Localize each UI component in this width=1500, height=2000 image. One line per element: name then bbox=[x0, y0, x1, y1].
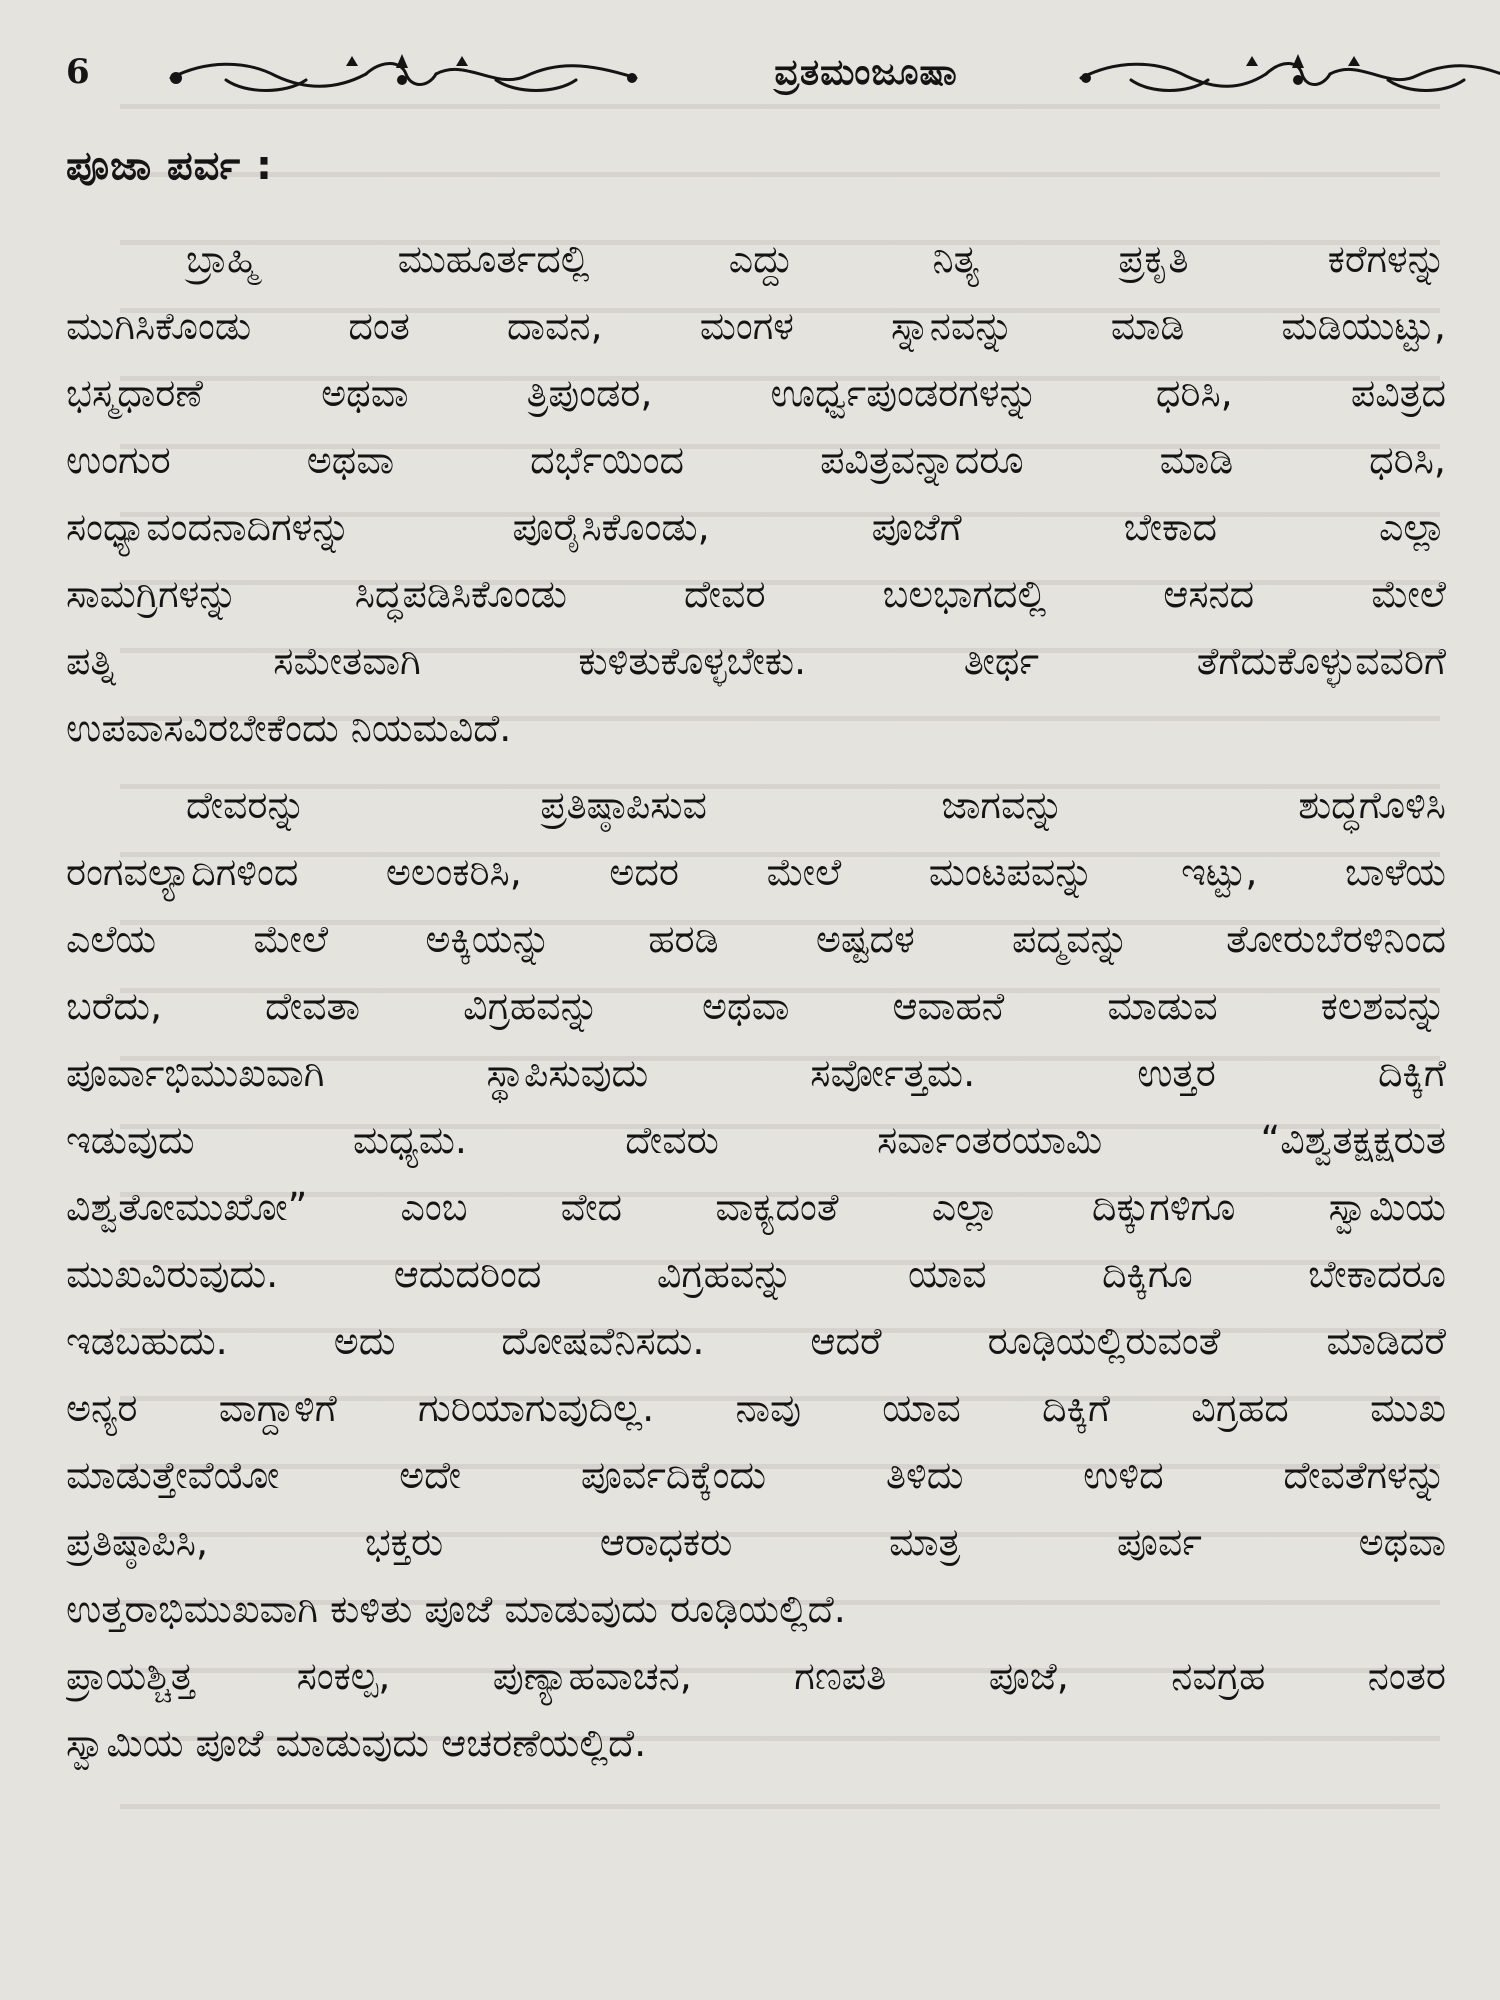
text-line: ಮಾಡುತ್ತೇವೆಯೋ ಅದೇ ಪೂರ್ವದಿಕ್ಕೆಂದು ತಿಳಿದು ಉಳಿದ ದೇವತೆಗಳನ್ನು bbox=[66, 1453, 1446, 1497]
text-line: ಮುಗಿಸಿಕೊಂಡು ದಂತ ದಾವನ, ಮಂಗಳ ಸ್ನಾನವನ್ನು ಮಾಡಿ ಮಡಿಯುಟ್ಟು, bbox=[66, 304, 1446, 348]
text-line: ಸ್ವಾಮಿಯ ಪೂಜೆ ಮಾಡುವುದು ಆಚರಣೆಯಲ್ಲಿದೆ. bbox=[66, 1721, 647, 1765]
text-line: ಬರೆದು, ದೇವತಾ ವಿಗ್ರಹವನ್ನು ಅಥವಾ ಆವಾಹನೆ ಮಾಡುವ ಕಲಶವನ್ನು bbox=[66, 984, 1446, 1028]
text-line: ಉತ್ತರಾಭಿಮುಖವಾಗಿ ಕುಳಿತು ಪೂಜೆ ಮಾಡುವುದು ರೂಢಿಯಲ್ಲಿದೆ. bbox=[66, 1587, 846, 1631]
right-ornament-icon bbox=[1076, 50, 1500, 100]
text-line: ಉಂಗುರ ಅಥವಾ ದರ್ಭೆಯಿಂದ ಪವಿತ್ರವನ್ನಾದರೂ ಮಾಡಿ ಧರಿಸಿ, bbox=[66, 438, 1446, 482]
text-line: ಅನ್ಯರ ವಾಗ್ದಾಳಿಗೆ ಗುರಿಯಾಗುವುದಿಲ್ಲ. ನಾವು ಯಾವ ದಿಕ್ಕಿಗೆ ವಿಗ್ರಹದ ಮುಖ bbox=[66, 1386, 1446, 1430]
text-line: ಸಾಮಗ್ರಿಗಳನ್ನು ಸಿದ್ಧಪಡಿಸಿಕೊಂಡು ದೇವರ ಬಲಭಾಗದಲ್ಲಿ ಆಸನದ ಮೇಲೆ bbox=[66, 572, 1446, 616]
text-line: ಇಡಬಹುದು. ಅದು ದೋಷವೆನಿಸದು. ಆದರೆ ರೂಢಿಯಲ್ಲಿರುವಂತೆ ಮಾಡಿದರೆ bbox=[66, 1319, 1446, 1363]
text-line: ರಂಗವಲ್ಯಾದಿಗಳಿಂದ ಅಲಂಕರಿಸಿ, ಅದರ ಮೇಲೆ ಮಂಟಪವನ್ನು ಇಟ್ಟು, ಬಾಳೆಯ bbox=[66, 850, 1446, 894]
text-line: ದೇವರನ್ನು ಪ್ರತಿಷ್ಠಾಪಿಸುವ ಜಾಗವನ್ನು ಶುದ್ಧಗೊಳಿಸಿ bbox=[186, 783, 1446, 827]
text-line: ಬ್ರಾಹ್ಮಿ ಮುಹೂರ್ತದಲ್ಲಿ ಎದ್ದು ನಿತ್ಯ ಪ್ರಕೃತಿ ಕರೆಗಳನ್ನು bbox=[186, 237, 1446, 281]
text-line: ಸಂಧ್ಯಾವಂದನಾದಿಗಳನ್ನು ಪೂರೈಸಿಕೊಂಡು, ಪೂಜೆಗೆ ಬೇಕಾದ ಎಲ್ಲಾ bbox=[66, 505, 1446, 549]
text-line: ವಿಶ್ವತೋಮುಖೋ” ಎಂಬ ವೇದ ವಾಕ್ಯದಂತೆ ಎಲ್ಲಾ ದಿಕ್ಕುಗಳಿಗೂ ಸ್ವಾಮಿಯ bbox=[66, 1185, 1446, 1229]
text-line: ಮುಖವಿರುವುದು. ಆದುದರಿಂದ ವಿಗ್ರಹವನ್ನು ಯಾವ ದಿಕ್ಕಿಗೂ ಬೇಕಾದರೂ bbox=[66, 1252, 1446, 1296]
body-text bbox=[66, 226, 1446, 1777]
text-line: ಭಸ್ಮಧಾರಣೆ ಅಥವಾ ತ್ರಿಪುಂಡರ, ಊರ್ಧ್ವಪುಂಡರಗಳನ್ನು ಧರಿಸಿ, ಪವಿತ್ರದ bbox=[66, 371, 1446, 415]
left-ornament-icon bbox=[166, 50, 641, 100]
section-heading: ಪೂಜಾ ಪರ್ವ : bbox=[66, 143, 273, 189]
page-number: 6 bbox=[66, 52, 90, 92]
text-line: ಪ್ರತಿಷ್ಠಾಪಿಸಿ, ಭಕ್ತರು ಆರಾಧಕರು ಮಾತ್ರ ಪೂರ್ವ ಅಥವಾ bbox=[66, 1520, 1446, 1564]
page-header bbox=[66, 46, 1446, 106]
text-line: ಪ್ರಾಯಶ್ಚಿತ್ತ ಸಂಕಲ್ಪ, ಪುಣ್ಯಾಹವಾಚನ, ಗಣಪತಿ ಪೂಜೆ, ನವಗ್ರಹ ನಂತರ bbox=[66, 1654, 1446, 1698]
text-line: ಉಪವಾಸವಿರಬೇಕೆಂದು ನಿಯಮವಿದೆ. bbox=[66, 706, 512, 750]
text-line: ಪೂರ್ವಾಭಿಮುಖವಾಗಿ ಸ್ಥಾಪಿಸುವುದು ಸರ್ವೋತ್ತಮ. ಉತ್ತರ ದಿಕ್ಕಿಗೆ bbox=[66, 1051, 1446, 1095]
running-title: ವ್ರತಮಂಜೂಷಾ bbox=[774, 52, 958, 93]
text-line: ಎಲೆಯ ಮೇಲೆ ಅಕ್ಕಿಯನ್ನು ಹರಡಿ ಅಷ್ಟದಳ ಪದ್ಮವನ್ನು ತೋರುಬೆರಳಿನಿಂದ bbox=[66, 917, 1446, 961]
text-line: ಪತ್ನಿ ಸಮೇತವಾಗಿ ಕುಳಿತುಕೊಳ್ಳಬೇಕು. ತೀರ್ಥ ತೆಗೆದುಕೊಳ್ಳುವವರಿಗೆ bbox=[66, 639, 1446, 683]
text-line: ಇಡುವುದು ಮಧ್ಯಮ. ದೇವರು ಸರ್ವಾಂತರಯಾಮಿ “ವಿಶ್ವತಕ್ಷಕ್ಷರುತ bbox=[66, 1118, 1446, 1162]
